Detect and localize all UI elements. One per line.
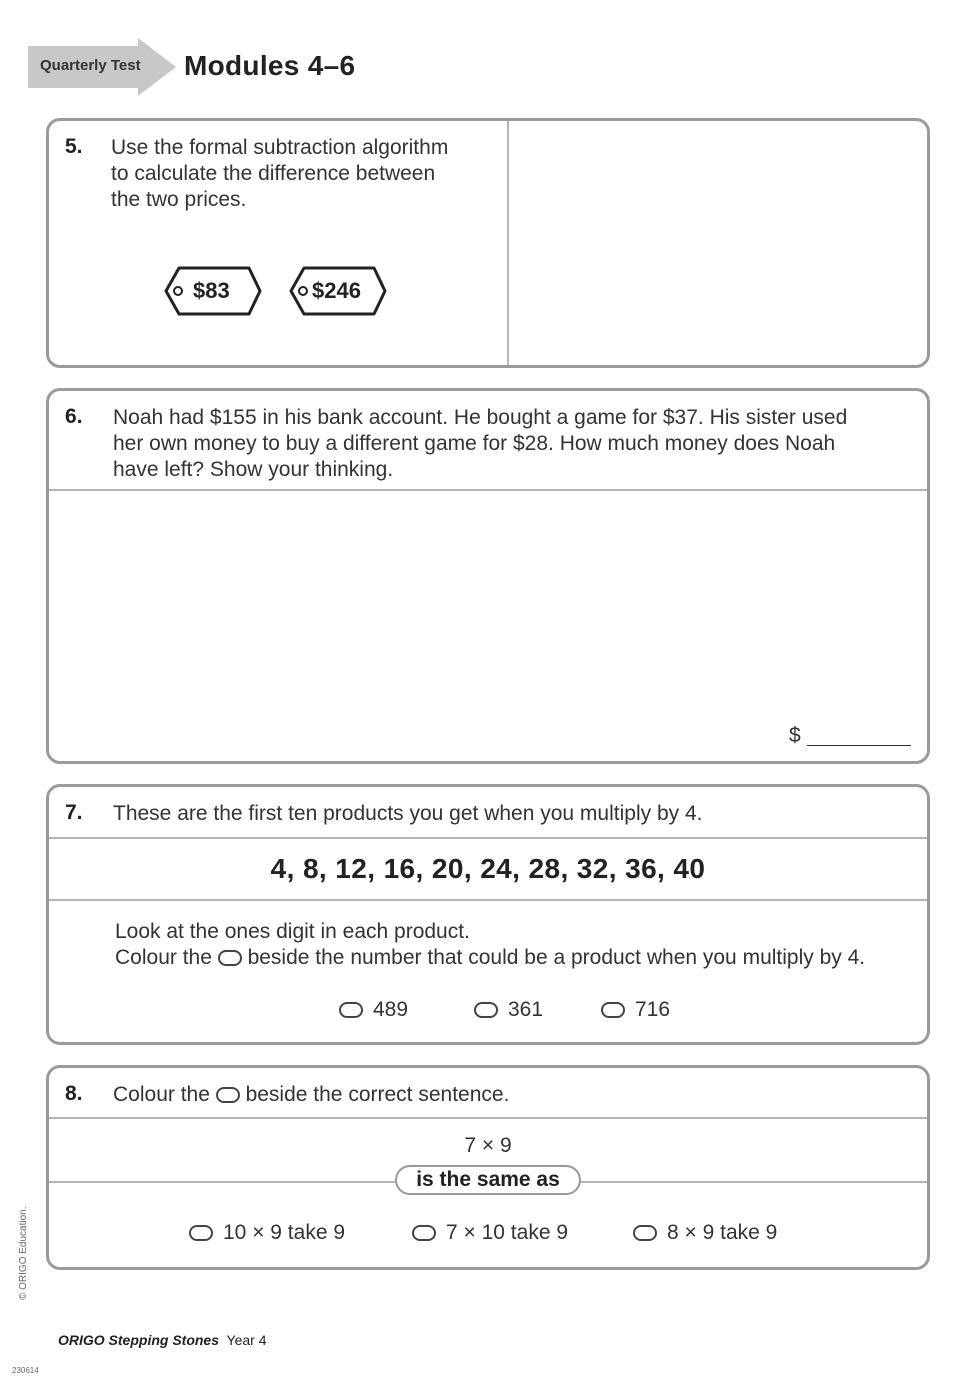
question-6-text-line: her own money to buy a different game for $28. How much money does Noah — [113, 432, 836, 455]
question-5-text-line: the two prices. — [111, 188, 247, 211]
expression-7x9: 7 × 9 — [464, 1134, 512, 1157]
option-label: 716 — [635, 998, 671, 1021]
answer-bubble[interactable] — [189, 1225, 213, 1241]
question-7-box — [46, 784, 930, 1045]
quarterly-test-label: Quarterly Test — [40, 57, 141, 74]
question-8-instruction — [113, 1082, 509, 1108]
answer-bubble[interactable] — [601, 1002, 625, 1018]
instruction-text: beside the number that could be a product when you multiply by 4. — [247, 946, 866, 969]
question-6-divider — [49, 489, 927, 491]
answer-bubble[interactable] — [339, 1002, 363, 1018]
products-list: 4, 8, 12, 16, 20, 24, 28, 32, 36, 40 — [270, 853, 706, 884]
option-label: 7 × 10 take 9 — [446, 1221, 569, 1244]
answer-line[interactable] — [807, 745, 911, 746]
question-5-text-line: Use the formal subtraction algorithm — [111, 136, 449, 159]
question-8-number: 8. — [65, 1082, 83, 1105]
instruction-text: Colour the — [115, 946, 212, 969]
option-10x9-take-9[interactable] — [189, 1221, 345, 1245]
question-8-box — [46, 1065, 930, 1270]
question-7-divider-bottom — [49, 899, 927, 901]
question-7-instruction-line — [115, 945, 865, 971]
option-label: 489 — [373, 998, 409, 1021]
question-6-box — [46, 388, 930, 764]
option-7x10-take-9[interactable] — [412, 1221, 568, 1245]
is-the-same-as-pill: is the same as — [395, 1165, 581, 1195]
question-6-text-line: have left? Show your thinking. — [113, 458, 394, 481]
question-7-intro: These are the first ten products you get when you multiply by 4. — [113, 802, 703, 825]
year-level: Year 4 — [226, 1332, 267, 1348]
price-tag-1-text: $83 — [193, 278, 230, 303]
question-5-box — [46, 118, 930, 368]
footer-brand — [58, 1332, 267, 1348]
question-6-number: 6. — [65, 405, 83, 428]
answer-bubble[interactable] — [412, 1225, 436, 1241]
answer-bubble[interactable] — [474, 1002, 498, 1018]
question-7-divider-top — [49, 837, 927, 839]
bubble-icon — [218, 950, 242, 966]
question-7-number: 7. — [65, 801, 83, 824]
option-361[interactable] — [474, 998, 543, 1022]
answer-dollar-sign: $ — [789, 724, 801, 747]
bubble-icon — [216, 1087, 240, 1103]
copyright: © ORIGO Education. — [18, 1206, 29, 1300]
option-8x9-take-9[interactable] — [633, 1221, 777, 1245]
question-5-number: 5. — [65, 135, 83, 158]
question-6-text-line: Noah had $155 in his bank account. He bought a game for $37. His sister used — [113, 406, 848, 429]
instruction-text: beside the correct sentence. — [245, 1083, 510, 1106]
option-label: 8 × 9 take 9 — [667, 1221, 778, 1244]
question-6-text — [113, 405, 847, 483]
question-7-instruction-line: Look at the ones digit in each product. — [115, 920, 470, 943]
document-code: 230614 — [12, 1366, 39, 1375]
price-tag-2-text: $246 — [312, 278, 361, 303]
option-489[interactable] — [339, 998, 408, 1022]
question-5-text — [111, 135, 448, 213]
answer-bubble[interactable] — [633, 1225, 657, 1241]
question-5-text-line: to calculate the difference between — [111, 162, 436, 185]
option-label: 361 — [508, 998, 544, 1021]
page-title: Modules 4–6 — [184, 50, 356, 81]
option-716[interactable] — [601, 998, 670, 1022]
option-label: 10 × 9 take 9 — [223, 1221, 346, 1244]
question-5-divider — [507, 121, 509, 365]
instruction-text: Colour the — [113, 1083, 210, 1106]
brand-name: ORIGO Stepping Stones — [58, 1332, 220, 1348]
question-8-divider-top — [49, 1117, 927, 1119]
question-7-instruction — [115, 919, 865, 971]
